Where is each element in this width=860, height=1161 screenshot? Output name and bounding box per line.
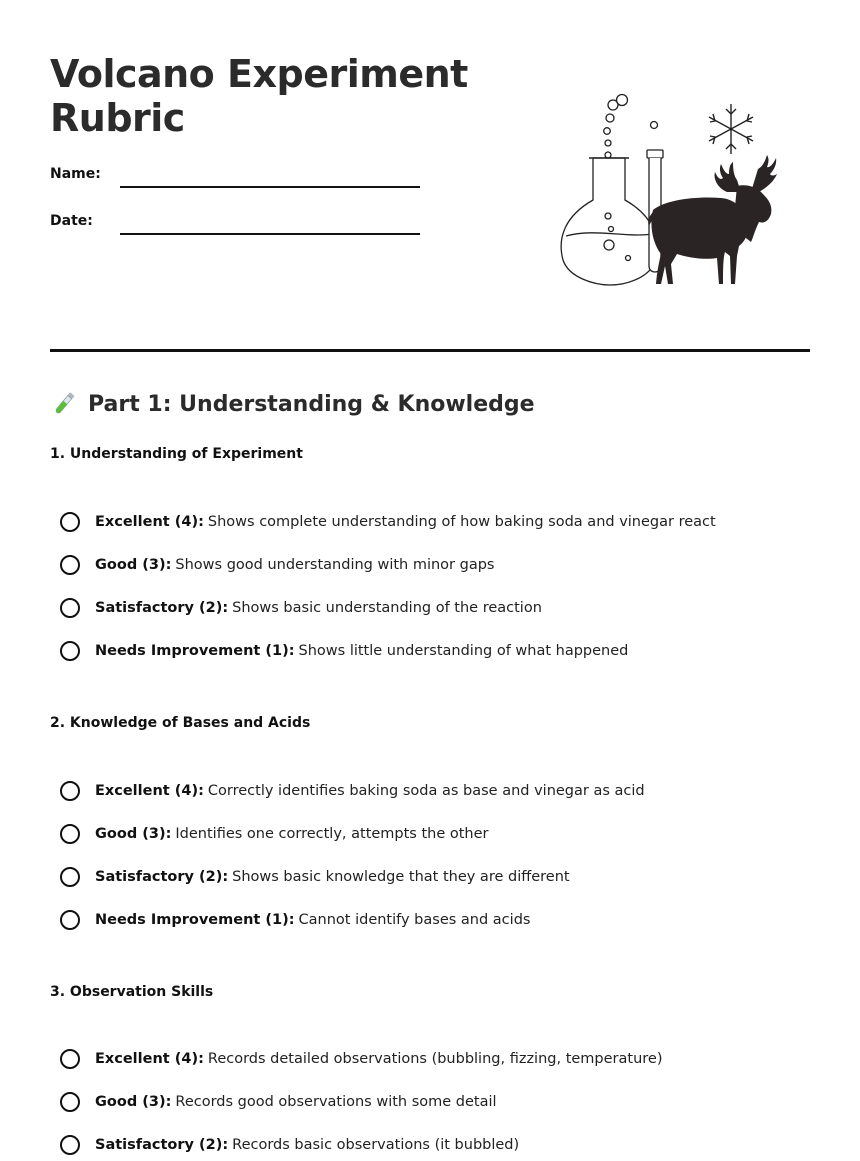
- section-1-option-satisfactory[interactable]: [60, 595, 542, 621]
- option-level: Needs Improvement (1):: [95, 912, 295, 928]
- option-level: Satisfactory (2):: [95, 600, 229, 616]
- section-3-option-good[interactable]: [60, 1089, 497, 1115]
- moose-icon: [648, 155, 777, 284]
- radio-button[interactable]: [60, 1049, 80, 1069]
- lab-flask-icon: [561, 95, 657, 286]
- page-title: [50, 52, 470, 140]
- section-1-option-excellent[interactable]: [60, 509, 716, 535]
- option-text: Shows basic knowledge that they are different: [232, 869, 570, 885]
- option-level: Good (3):: [95, 826, 172, 842]
- title-line-2: Rubric: [50, 96, 185, 140]
- section-2-option-good[interactable]: [60, 821, 489, 847]
- snowflake-icon: [709, 104, 753, 154]
- title-line-1: Volcano Experiment: [50, 52, 468, 96]
- radio-button[interactable]: [60, 641, 80, 661]
- radio-button[interactable]: [60, 1092, 80, 1112]
- name-label: Name:: [50, 166, 101, 182]
- option-text: Identifies one correctly, attempts the other: [175, 826, 489, 842]
- name-field[interactable]: [120, 186, 420, 188]
- part-1-heading: [50, 390, 535, 418]
- option-text: Records good observations with some detail: [175, 1094, 497, 1110]
- option-level: Excellent (4):: [95, 1051, 204, 1067]
- radio-button[interactable]: [60, 910, 80, 930]
- section-1-title: 1. Understanding of Experiment: [50, 446, 303, 462]
- option-level: Excellent (4):: [95, 783, 204, 799]
- test-tube-icon: [50, 390, 78, 418]
- option-text: Shows complete understanding of how baking soda and vinegar react: [207, 514, 716, 530]
- option-level: Needs Improvement (1):: [95, 643, 295, 659]
- section-2-title: 2. Knowledge of Bases and Acids: [50, 715, 311, 731]
- section-2-option-needs-improvement[interactable]: [60, 907, 530, 933]
- radio-button[interactable]: [60, 781, 80, 801]
- radio-button[interactable]: [60, 555, 80, 575]
- radio-button[interactable]: [60, 512, 80, 532]
- radio-button[interactable]: [60, 598, 80, 618]
- radio-button[interactable]: [60, 824, 80, 844]
- option-text: Records basic observations (it bubbled): [232, 1137, 520, 1153]
- part-1-heading-text: Part 1: Understanding & Knowledge: [88, 391, 535, 417]
- section-1-option-good[interactable]: [60, 552, 494, 578]
- option-level: Good (3):: [95, 557, 172, 573]
- date-label: Date:: [50, 213, 93, 229]
- radio-button[interactable]: [60, 867, 80, 887]
- section-2-option-excellent[interactable]: [60, 778, 645, 804]
- option-text: Cannot identify bases and acids: [298, 912, 531, 928]
- science-illustration: [555, 88, 795, 293]
- section-3-title: 3. Observation Skills: [50, 984, 214, 1000]
- option-text: Shows little understanding of what happened: [298, 643, 629, 659]
- option-level: Excellent (4):: [95, 514, 204, 530]
- option-level: Satisfactory (2):: [95, 869, 229, 885]
- section-1-option-needs-improvement[interactable]: [60, 638, 628, 664]
- option-text: Shows good understanding with minor gaps: [175, 557, 495, 573]
- section-3-option-satisfactory[interactable]: [60, 1132, 519, 1158]
- date-field[interactable]: [120, 233, 420, 235]
- option-level: Good (3):: [95, 1094, 172, 1110]
- option-text: Shows basic understanding of the reaction: [232, 600, 542, 616]
- option-level: Satisfactory (2):: [95, 1137, 229, 1153]
- section-2-option-satisfactory[interactable]: [60, 864, 570, 890]
- section-3-option-excellent[interactable]: [60, 1046, 663, 1072]
- option-text: Records detailed observations (bubbling, fizzing, temperature): [207, 1051, 663, 1067]
- section-divider: [50, 349, 810, 352]
- option-text: Correctly identifies baking soda as base and vinegar as acid: [207, 783, 645, 799]
- radio-button[interactable]: [60, 1135, 80, 1155]
